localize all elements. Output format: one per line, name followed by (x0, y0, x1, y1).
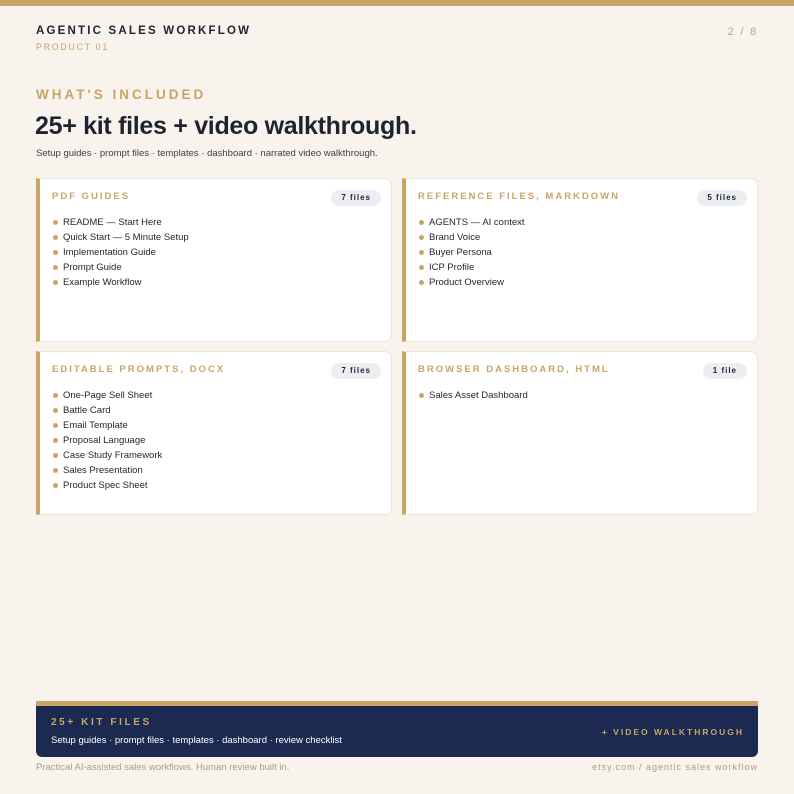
footer-video-label: + VIDEO WALKTHROUGH (601, 727, 744, 737)
card-pdf-guides (36, 178, 392, 342)
bottom-tagline: Practical AI-assisted sales workflows. Human review built in. (36, 762, 290, 773)
file-list (418, 215, 525, 290)
section-kicker: WHAT'S INCLUDED (36, 87, 207, 102)
card-reference-files (402, 178, 758, 342)
file-count-badge: 7 files (331, 363, 381, 379)
list-item: Example Workflow (52, 275, 189, 290)
list-item: Product Spec Sheet (52, 478, 162, 493)
list-item: Battle Card (52, 403, 162, 418)
list-item: ICP Profile (418, 260, 525, 275)
file-list (52, 388, 162, 493)
list-item: Proposal Language (52, 433, 162, 448)
card-title: PDF GUIDES (52, 191, 131, 202)
footer-band (36, 701, 758, 757)
list-item: README — Start Here (52, 215, 189, 230)
list-item: Implementation Guide (52, 245, 189, 260)
list-item: Sales Presentation (52, 463, 162, 478)
page-subline: Setup guides · prompt files · templates · dashboard · narrated video walkthrough. (36, 148, 378, 159)
card-title: EDITABLE PROMPTS, DOCX (52, 364, 226, 375)
list-item: Buyer Persona (418, 245, 525, 260)
footer-description: Setup guides · prompt files · templates · dashboard · review checklist (51, 735, 342, 746)
bottom-source: etsy.com / agentic sales workflow (592, 762, 758, 772)
card-editable-prompts (36, 351, 392, 515)
file-list (418, 388, 528, 403)
card-title: BROWSER DASHBOARD, HTML (418, 364, 610, 375)
file-count-badge: 7 files (331, 190, 381, 206)
header-subtitle: PRODUCT 01 (36, 42, 109, 52)
list-item: One-Page Sell Sheet (52, 388, 162, 403)
list-item: Sales Asset Dashboard (418, 388, 528, 403)
list-item: Email Template (52, 418, 162, 433)
card-browser-dashboard (402, 351, 758, 515)
top-accent-bar (0, 0, 794, 6)
list-item: Quick Start — 5 Minute Setup (52, 230, 189, 245)
page-headline: 25+ kit files + video walkthrough. (35, 112, 417, 140)
footer-title: 25+ KIT FILES (51, 717, 152, 728)
page-number: 2 / 8 (727, 26, 758, 38)
list-item: Prompt Guide (52, 260, 189, 275)
file-list (52, 215, 189, 290)
list-item: Product Overview (418, 275, 525, 290)
file-count-badge: 1 file (703, 363, 747, 379)
list-item: Brand Voice (418, 230, 525, 245)
list-item: AGENTS — AI context (418, 215, 525, 230)
card-title: REFERENCE FILES, MARKDOWN (418, 191, 620, 202)
list-item: Case Study Framework (52, 448, 162, 463)
header-title: AGENTIC SALES WORKFLOW (36, 25, 252, 37)
file-count-badge: 5 files (697, 190, 747, 206)
